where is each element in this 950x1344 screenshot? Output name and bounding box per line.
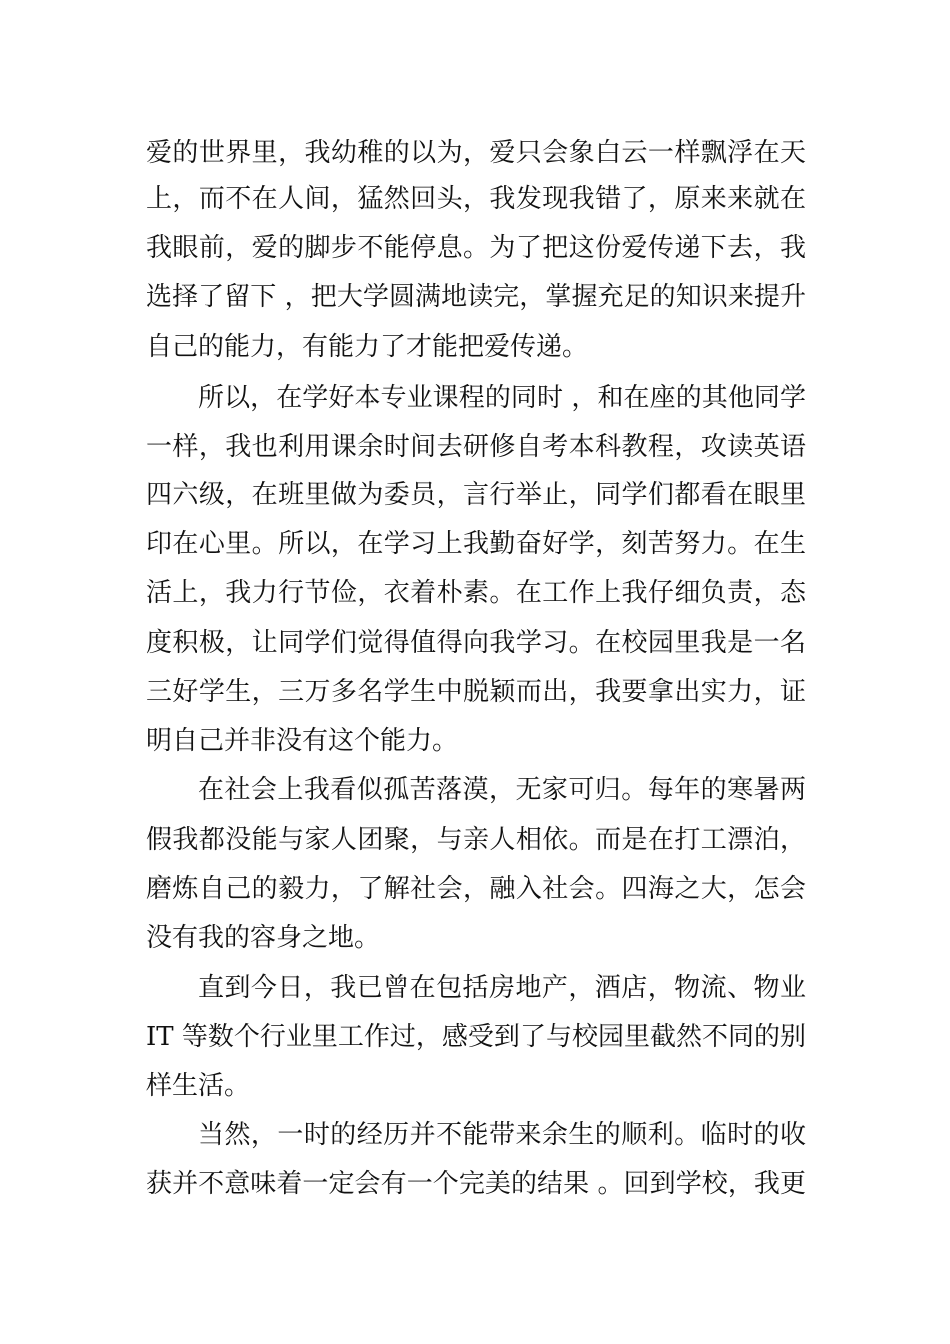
text-line: 假我都没能与家人团聚，与亲人相依。而是在打工漂泊， xyxy=(146,825,806,855)
text-line: 四六级，在班里做为委员，言行举止，同学们都看在眼里 xyxy=(146,480,806,510)
paragraph-first-line: 所以，在学好本专业课程的同时 ，和在座的其他同学 xyxy=(198,383,806,413)
text-line: 明自己并非没有这个能力。 xyxy=(146,726,459,756)
text-line: 三好学生，三万多名学生中脱颖而出，我要拿出实力，证 xyxy=(146,677,806,707)
paragraph-first-line: 在社会上我看似孤苦落漠，无家可归。每年的寒暑两 xyxy=(198,775,806,805)
text-line: 活上，我力行节俭，衣着朴素。在工作上我仔细负责，态 xyxy=(146,578,806,608)
text-line: 获并不意味着一定会有一个完美的结果 。回到学校，我更 xyxy=(146,1169,806,1199)
text-line: 选择了留下 ，把大学圆满地读完，掌握充足的知识来提升 xyxy=(146,282,806,312)
text-line: 印在心里。所以，在学习上我勤奋好学，刻苦努力。在生 xyxy=(146,529,806,559)
paragraph-first-line: 直到今日，我已曾在包括房地产，酒店，物流、物业 xyxy=(198,973,806,1003)
text-line: 我眼前，爱的脚步不能停息。为了把这份爱传递下去，我 xyxy=(146,233,806,263)
text-line: 磨炼自己的毅力，了解社会，融入社会。四海之大，怎会 xyxy=(146,874,806,904)
text-line: 自己的能力，有能力了才能把爱传递。 xyxy=(146,332,589,362)
text-line: 度积极，让同学们觉得值得向我学习。在校园里我是一名 xyxy=(146,628,806,658)
text-line: 没有我的容身之地。 xyxy=(146,923,381,953)
paragraph-first-line: 当然，一时的经历并不能带来余生的顺利。临时的收 xyxy=(198,1120,806,1150)
text-line: 爱的世界里，我幼稚的以为，爱只会象白云一样飘浮在天 xyxy=(146,138,806,168)
text-line: IT 等数个行业里工作过，感受到了与校园里截然不同的别 xyxy=(146,1022,806,1052)
text-line: 样生活。 xyxy=(146,1071,251,1101)
text-line: 上，而不在人间，猛然回头，我发现我错了，原来来就在 xyxy=(146,184,806,214)
text-line: 一样，我也利用课余时间去研修自考本科教程，攻读英语 xyxy=(146,432,806,462)
